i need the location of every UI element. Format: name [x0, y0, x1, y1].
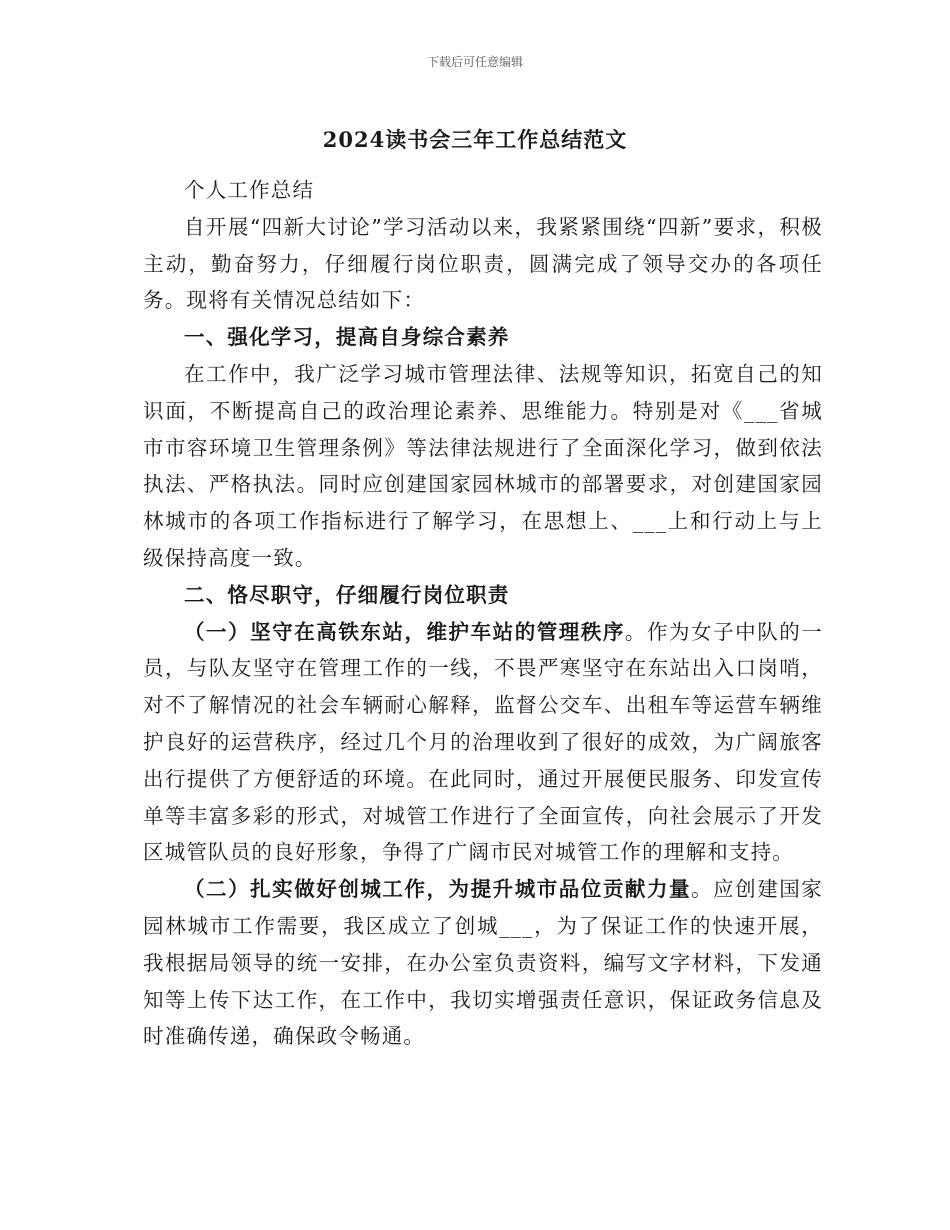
paragraph-study: 在工作中，我广泛学习城市管理法律、法规等知识，拓宽自己的知识面，不断提高自己的政治理论素养、思维能力。特别是对《___省城市市容环境卫生管理条例》等法律法规进行了全面深化学习，做到依法执法、严格执法。同时应创建国家园林城市的部署要求，对创建国家园林城市的各项工作指标进行了解学习，在思想上、___上和行动上与上级保持高度一致。 [143, 361, 823, 570]
subheading-station: （一）坚守在高铁东站，维护车站的管理秩序 [184, 619, 625, 644]
paragraph-city-text: 。应创建国家园林城市工作需要，我区成立了创城___，为了保证工作的快速开展，我根据局领导的统一安排，在办公室负责资料，编写文字材料，下发通知等上传下达工作，在工作中，我切实增强责任意识，保证政务信息及时准确传递，确保政令畅通。 [143, 877, 823, 1049]
paragraph-intro: 自开展“四新大讨论”学习活动以来，我紧紧围绕“四新”要求，积极主动，勤奋努力，仔细履行岗位职责，圆满完成了领导交办的各项任务。现将有关情况总结如下： [143, 214, 823, 313]
section-heading-2: 二、恪尽职守，仔细履行岗位职责 [184, 582, 510, 607]
page-header-note: 下载后可任意编辑 [426, 55, 523, 69]
section-heading-1: 一、强化学习，提高自身综合素养 [184, 325, 510, 350]
subheading-city: （二）扎实做好创城工作，为提升城市品位贡献力量 [184, 877, 692, 902]
paragraph-subtitle: 个人工作总结 [184, 178, 315, 202]
document-title: 2024读书会三年工作总结范文 [322, 127, 628, 152]
paragraph-city [143, 871, 823, 1055]
paragraph-station [143, 614, 823, 872]
document-body [143, 172, 823, 1055]
paragraph-station-text: 。作为女子中队的一员，与队友坚守在管理工作的一线，不畏严寒坚守在东站出入口岗哨，对不了解情况的社会车辆耐心解释，监督公交车、出租车等运营车辆维护良好的运营秩序，经过几个月的治理收到了很好的成效，为广阔旅客出行提供了方便舒适的环境。在此同时，通过开展便民服务、印发宣传单等丰富多彩的形式，对城管工作进行了全面宣传，向社会展示了开发区城管队员的良好形象，争得了广阔市民对城管工作的理解和支持。 [143, 619, 823, 865]
